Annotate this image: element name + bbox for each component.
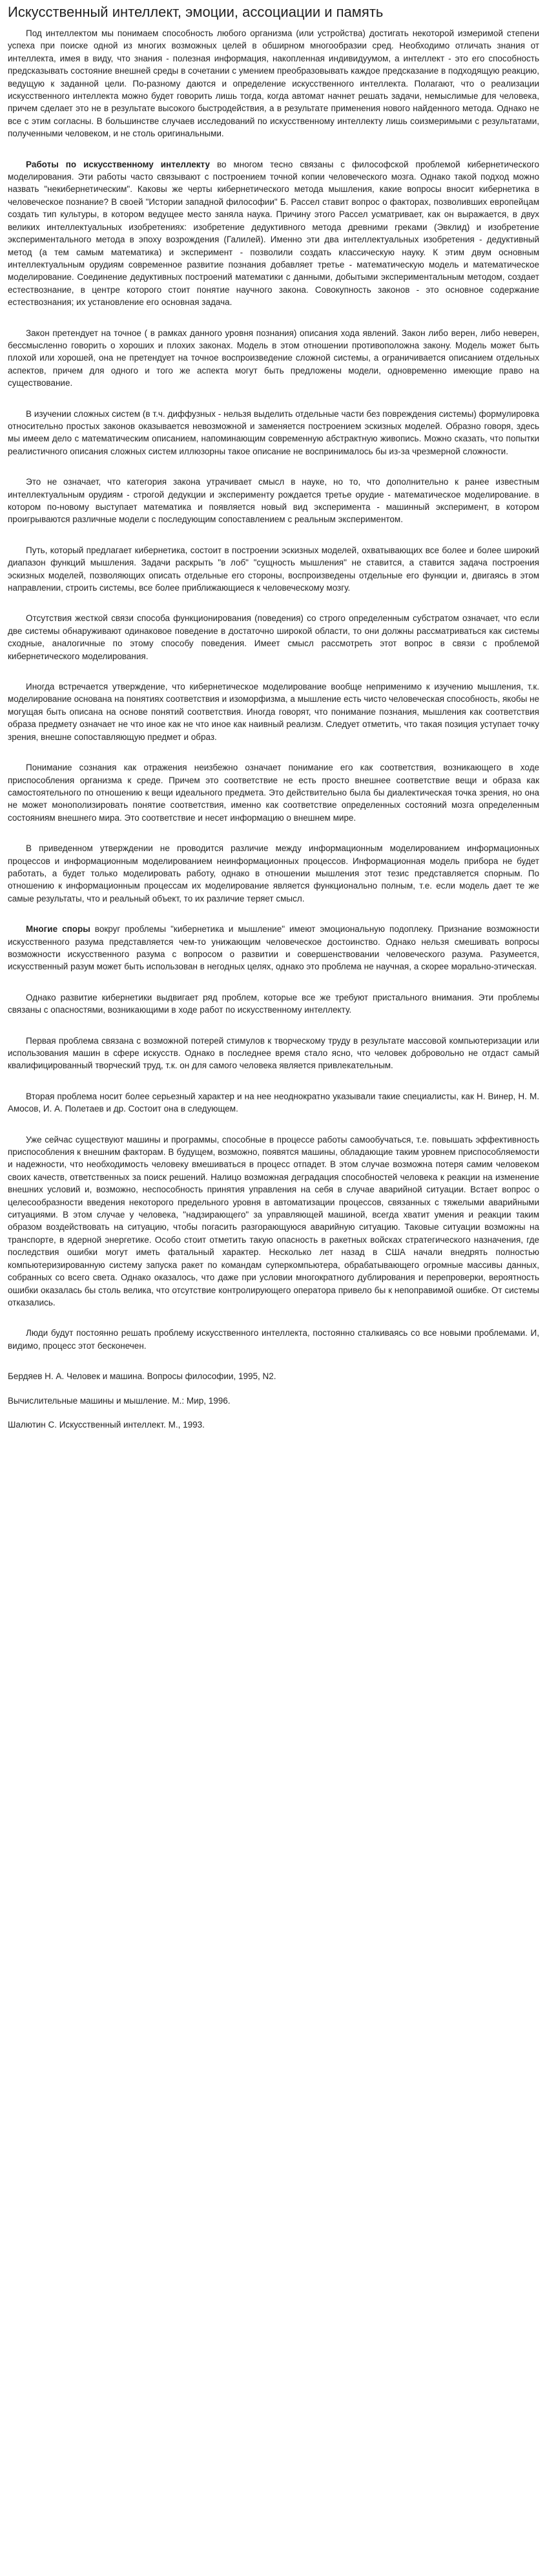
paragraph xyxy=(8,327,539,390)
paragraph-text: Вторая проблема носит более серьезный характер и на нее неоднократно указывали такие специалисты, как Н. Винер, Н. М. Амосов, И. А. Полетаев и др. Состоит она в следующем. xyxy=(8,1091,539,1114)
paragraph-text: Это не означает, что категория закона утрачивает смысл в науке, но то, что дополнительно к ранее известным интеллектуальным орудиям - строгой дедукции и эксперименту рождается третье орудие - математическое моделирование. в котором по-новому выступает математика и появляется новый вид эксперимента - машинный эксперимент, в котором проигрываются различные модели с последующим сопоставлением с реальным экспериментом. xyxy=(8,477,539,525)
paragraph-lead: Работы по искусственному интеллекту xyxy=(26,159,211,169)
paragraph-text: Однако развитие кибернетики выдвигает ряд проблем, которые все же требуют пристального внимания. Эти проблемы связаны с опасностями, возникающими в ходе работ по искусственному интеллекту. xyxy=(8,992,539,1015)
paragraph-text: Понимание сознания как отражения неизбежно означает понимание его как соответствия, возникающего в ходе приспособления организма к среде. Причем это соответствие не есть просто внешнее соответствие вещи и образа как самостоятельного по отношению к вещи идеального предмета. Это действительно была бы диалектическая точка зрения, но она не может монополизировать понятие соответствия, именно как соответствие определенных состояний мозга определенным состояниям внешнего мира. Это соответствие и несет информацию о внешнем мире. xyxy=(8,763,539,823)
reference-item: Бердяев Н. А. Человек и машина. Вопросы философии, 1995, N2. xyxy=(8,1371,276,1382)
paragraph-text: Уже сейчас существуют машины и программы, способные в процессе работы самообучаться, т.е. повышать эффективность приспособления к внешним факторам. В будущем, возможно, появятся машины, обладающие таким уровнем приспособляемости и надежности, что необходимость человеку вмешиваться в процесс отпадет. В этом случае возможна потеря самим человеком своих качеств, ответственных за поиск решений. Налицо возможная деградация способностей человека к реакции на изменение внешних условий и, возможно, неспособность принятия управления на себя в случае аварийной ситуации. Встает вопрос о целесообразности введения некоторого предельного уровня в автоматизации процессов, связанных с тяжелыми аварийными ситуациями. В этом случае у человека, "надзирающего" за управляющей машиной, всегда хватит умения и реакции таким образом воздействовать на ситуацию, чтобы погасить разгорающуюся аварийную ситуацию. Таковые ситуации возможны на транспорте, в ядерной энергетике. Особо стоит отметить такую опасность в ракетных войсках стратегического назначения, где последствия ошибки могут иметь фатальный характер. Несколько лет назад в США начали внедрять полностью компьютеризированную систему запуска ракет по командам суперкомпьютера, обрабатывающего огромные массивы данных, собранных со всего света. Однако оказалось, что даже при условии многократного дублирования и перепроверки, вероятность ошибки оказалась бы столь велика, что отсутствие контролирующего оператора привело бы к непоправимой ошибке. От системы отказались. xyxy=(8,1134,539,1307)
paragraph xyxy=(8,544,539,595)
paragraph-text: вокруг проблемы "кибернетика и мышление" имеют эмоциональную подоплеку. Признание возможности искусственного разума представляется чем-то унижающим человеческое достоинство. Однако нельзя смешивать вопросы возможности искусственного разума с вопросом о развитии и совершенствовании человеческого разума. Разумеется, искусственный разум может быть использован в негодных целях, однако это проблема не научная, а скорее морально-этическая. xyxy=(8,924,539,972)
reference-item: Шалютин С. Искусственный интеллект. М., 1993. xyxy=(8,1419,205,1430)
paragraph-text: Путь, который предлагает кибернетика, состоит в построении эскизных моделей, охватывающих все более и более широкий диапазон функций мышления. Задачи раскрыть "в лоб" "сущность мышления" не ставится, а ставится задача построения эскизных моделей, позволяющих описать отдельные его стороны, воспроизведены отдельные его функции и, двигаясь в этом направлении, строить системы, все более приближающиеся к человеческому мозгу. xyxy=(8,545,539,593)
paragraph-text: Под интеллектом мы понимаем способность любого организма (или устройства) достигать некоторой измеримой степени успеха при поиске одной из многих возможных целей в обширном многообразии сред. Необходимо отличать знания от интеллекта, имея в виду, что знания - полезная информация, накопленная индивидуумом, а интеллект - это его способность предсказывать состояние внешней среды в сочетании с умением преобразовывать каждое предсказание в подходящую реакцию, ведущую к заданной цели. По-разному даются и определение искусственного интеллекта. Полагают, что о реализации искусственного интеллекта можно будет говорить лишь тогда, когда автомат начнет решать задачи, немыслимые для человека, причем сделает это не в результате высокого быстродействия, а в результате применения нового найденного метода. Однако не все с этим согласны. В большинстве случаев исследований по искусственному интеллекту лишь соизмеримыми с результатами, полученными человеком, и не столь оригинальными. xyxy=(8,28,539,139)
paragraph xyxy=(8,158,539,309)
references-list xyxy=(8,1370,539,1431)
paragraph xyxy=(8,1134,539,1309)
paragraph xyxy=(8,27,539,140)
page-title: Искусственный интеллект, эмоции, ассоциации и память xyxy=(8,4,384,20)
paragraph xyxy=(8,991,539,1017)
paragraph xyxy=(8,1035,539,1072)
paragraph-lead: Многие споры xyxy=(26,924,90,934)
article-body xyxy=(8,27,539,1352)
paragraph xyxy=(8,612,539,662)
paragraph-text: Люди будут постоянно решать проблему искусственного интеллекта, постоянно сталкиваясь со все новыми проблемами. И, видимо, процесс этот бесконечен. xyxy=(8,1328,539,1351)
paragraph xyxy=(8,1090,539,1115)
paragraph xyxy=(8,842,539,905)
paragraph-text: во многом тесно связаны с философской проблемой кибернетического моделирования. Эти работы часто связывают с построением точной копии человеческого мозга. Однако такой подход можно назвать "некибернетическим". Каковы же черты кибернетического метода мышления, какие вопросы вносит кибернетика в человеческое познание? В своей "Истории западной философии" Б. Рассел ставит вопрос о факторах, позволивших европейцам создать тип культуры, в котором ведущее место заняла наука. Причину этого Рассел усматривает, как он выражается, в двух великих интеллектуальных изобретениях: изобретение дедуктивного метода древними греками (Эвклид) и изобретение экспериментального метода в эпоху возрождения (Галилей). Именно эти два интеллектуальных изобретения - дедуктивный метод (а тем самым математика) и эксперимент - позволили создать классическую науку. К этим двум основным интеллектуальным орудиям современное развитие познания добавляет третье - математическую модель и математическое моделирование. Соединение дедуктивных построений математики с данными, добытыми экспериментальным методом, создает естествознание, в центре которого стоит понятие научного закона. Совокупность законов - это основное содержание естествознания; их установление его основная задача. xyxy=(8,159,539,308)
paragraph xyxy=(8,923,539,973)
paragraph-text: В изучении сложных систем (в т.ч. диффузных - нельзя выделить отдельные части без повреждения системы) формулировка относительно простых законов оказывается невозможной и заменяется построением эскизных моделей. Образно говоря, здесь мы имеем дело с математическим описанием, напоминающим современную абстрактную живопись. Можно сказать, что попытки реалистичного описания сложных систем иллюзорны такое описание не воспринималось бы из-за чрезмерной сложности. xyxy=(8,408,539,456)
paragraph-text: В приведенном утверждении не проводится различие между информационным моделированием информационных процессов и информационным моделированием неинформационных процессов. Информационная модель прибора не будет работать, а будет только моделировать работу, однако в отношении мышления этот тезис представляется спорным. По отношению к информационным процессам их моделирование является функционально полным, т.е. если модель дает те же самые результаты, что и реальный объект, то их различие теряет смысл. xyxy=(8,843,539,903)
paragraph-text: Иногда встречается утверждение, что кибернетическое моделирование вообще неприменимо к изучению мышления, т.к. моделирование основана на понятиях соответствия и изоморфизма, а мышление есть чисто человеческая способность, якобы не могущая быть описана на основе понятий соответствия. Иногда говорят, что понимание познания, мышления как соответствия образа предмету означает не что иное как не что иное как наивный реализм. Следует отметить, что такая позиция уступает точку зрения, внешне сопоставляющую предмет и образ. xyxy=(8,682,539,742)
paragraph xyxy=(8,408,539,458)
paragraph-text: Закон претендует на точное ( в рамках данного уровня познания) описания хода явлений. Закон либо верен, либо неверен, бессмысленно говорить о хороших и плохих законах. Модель в этом отношении противоположна закону. Модель может быть плохой или хорошей, она не претендует на точное воспроизведение сложной системы, а ограничивается описанием отдельных аспектов, причем для одного и того же аспекта могут быть предложены модели, одновременно имеющие право на существование. xyxy=(8,328,539,388)
paragraph xyxy=(8,681,539,743)
paragraph-text: Отсутствия жесткой связи способа функционирования (поведения) со строго определенным субстратом означает, что если две системы обнаруживают одинаковое поведение в достаточно широкой области, то они должны рассматриваться как системы сходные, аналогичные по этому способу поведения. Имеет смысл рассмотреть этот вопрос в связи с проблемой кибернетического моделирования. xyxy=(8,613,539,661)
reference-item: Вычислительные машины и мышление. М.: Мир, 1996. xyxy=(8,1395,231,1406)
paragraph-text: Первая проблема связана с возможной потерей стимулов к творческому труду в результате массовой компьютеризации или использования машин в сфере искусств. Однако в последнее время стало ясно, что человек добровольно не отдаст самый квалифицированный творческий труд, т.к. он для самого человека является привлекательным. xyxy=(8,1035,539,1071)
paragraph xyxy=(8,476,539,526)
paragraph xyxy=(8,1327,539,1352)
paragraph xyxy=(8,761,539,824)
